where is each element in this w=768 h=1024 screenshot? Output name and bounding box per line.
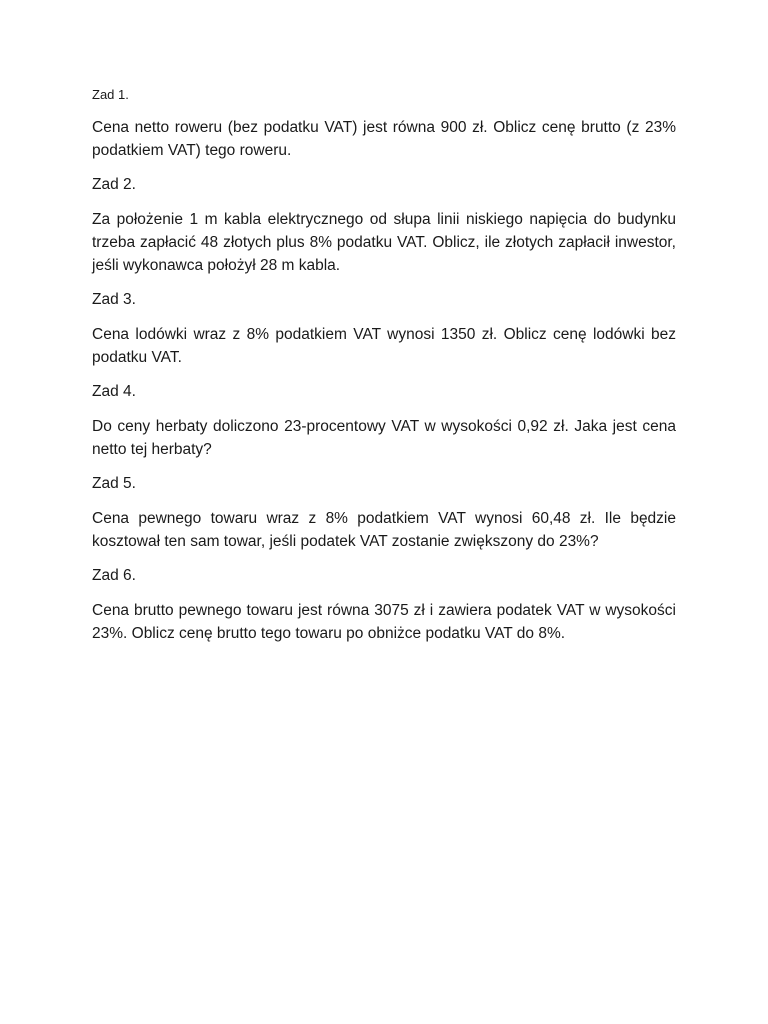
task-3-text: Cena lodówki wraz z 8% podatkiem VAT wynosi 1350 zł. Oblicz cenę lodówki bez podatku VAT.: [92, 326, 676, 366]
task-2-text: Za położenie 1 m kabla elektrycznego od słupa linii niskiego napięcia do budynku trzeba zapłacić 48 złotych plus 8% podatku VAT. Oblicz, ile złotych zapłacił inwestor, jeśli wykonawca położył 28 m kabla.: [92, 211, 676, 274]
task-1-heading: Zad 1.: [92, 87, 129, 102]
task-5-text: Cena pewnego towaru wraz z 8% podatkiem VAT wynosi 60,48 zł. Ile będzie kosztował ten sam towar, jeśli podatek VAT zostanie zwiększony do 23%?: [92, 510, 676, 550]
document-content: [92, 86, 676, 657]
task-2-heading: Zad 2.: [92, 176, 136, 193]
task-1-text: Cena netto roweru (bez podatku VAT) jest równa 900 zł. Oblicz cenę brutto (z 23% podatkiem VAT) tego roweru.: [92, 119, 676, 159]
task-3-heading: Zad 3.: [92, 291, 136, 308]
task-4-heading: Zad 4.: [92, 383, 136, 400]
task-4-text: Do ceny herbaty doliczono 23-procentowy VAT w wysokości 0,92 zł. Jaka jest cena netto tej herbaty?: [92, 418, 676, 458]
task-6-text: Cena brutto pewnego towaru jest równa 3075 zł i zawiera podatek VAT w wysokości 23%. Oblicz cenę brutto tego towaru po obniżce podatku VAT do 8%.: [92, 602, 676, 642]
task-6-heading: Zad 6.: [92, 567, 136, 584]
task-5-heading: Zad 5.: [92, 475, 136, 492]
